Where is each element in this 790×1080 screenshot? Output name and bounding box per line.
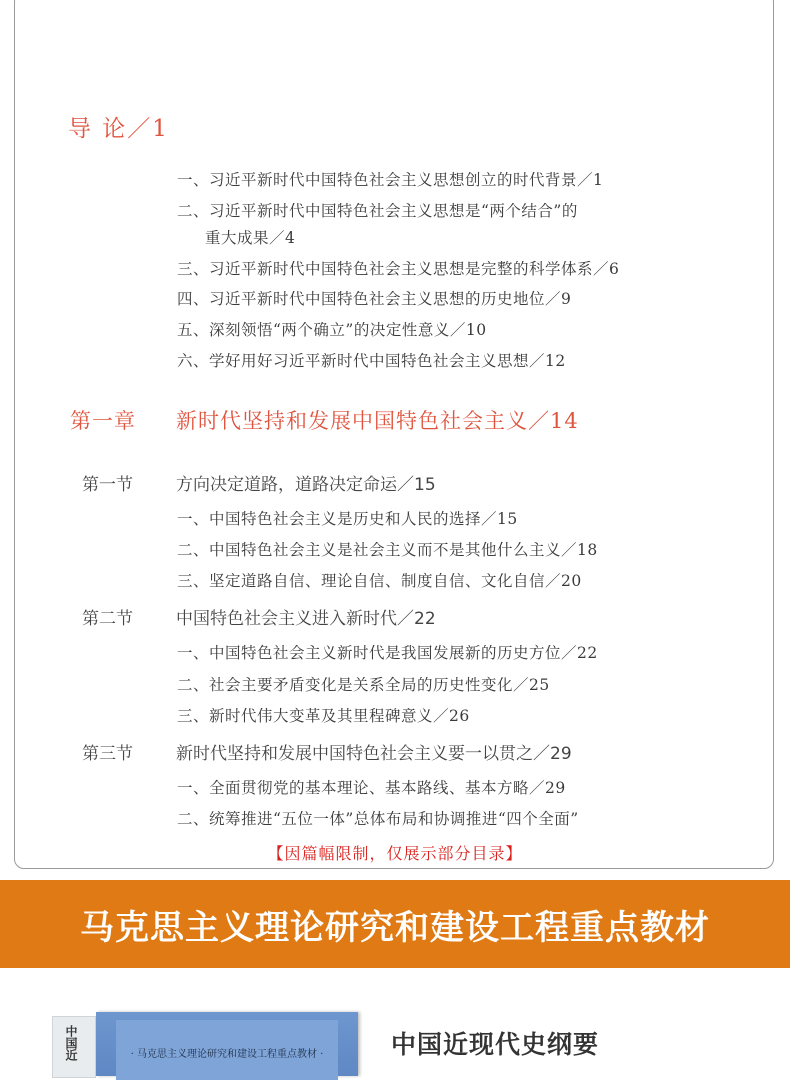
intro-heading: 导 论／1	[68, 116, 169, 142]
section-label: 第一节	[82, 475, 133, 495]
toc-item: 五、深刻领悟“两个确立”的决定性意义／10	[177, 321, 487, 339]
section-label: 第三节	[82, 744, 133, 764]
spine-title: 中国近	[64, 1025, 78, 1061]
section-title: 新时代坚持和发展中国特色社会主义要一以贯之／29	[176, 744, 572, 764]
toc-item: 二、习近平新时代中国特色社会主义思想是“两个结合”的	[177, 202, 578, 220]
toc-item: 三、坚定道路自信、理论自信、制度自信、文化自信／20	[177, 572, 582, 590]
section-title: 中国特色社会主义进入新时代／22	[176, 609, 436, 629]
chapter-label: 第一章	[70, 409, 136, 433]
toc-item: 二、中国特色社会主义是社会主义而不是其他什么主义／18	[177, 541, 598, 559]
toc-item: 三、新时代伟大变革及其里程碑意义／26	[177, 707, 470, 725]
toc-item: 一、习近平新时代中国特色社会主义思想创立的时代背景／1	[177, 171, 604, 189]
banner-title: 马克思主义理论研究和建设工程重点教材	[80, 907, 710, 948]
toc-item: 三、习近平新时代中国特色社会主义思想是完整的科学体系／6	[177, 260, 620, 278]
toc-item-continuation: 重大成果／4	[205, 229, 296, 247]
toc-item: 一、中国特色社会主义是历史和人民的选择／15	[177, 510, 518, 528]
book-title: 中国近现代史纲要	[391, 1030, 600, 1059]
cover-series-label: · 马克思主义理论研究和建设工程重点教材 ·	[130, 1049, 324, 1060]
series-banner	[0, 880, 790, 968]
toc-item: 四、习近平新时代中国特色社会主义思想的历史地位／9	[177, 290, 572, 308]
toc-item: 二、社会主要矛盾变化是关系全局的历史性变化／25	[177, 676, 550, 694]
truncation-note: 【因篇幅限制，仅展示部分目录】	[267, 844, 523, 863]
book-cover-image	[96, 1012, 358, 1076]
toc-item: 一、全面贯彻党的基本理论、基本路线、基本方略／29	[177, 779, 566, 797]
chapter-title: 新时代坚持和发展中国特色社会主义／14	[176, 409, 579, 433]
section-label: 第二节	[82, 609, 133, 629]
toc-item: 二、统筹推进“五位一体”总体布局和协调推进“四个全面”	[177, 810, 579, 828]
toc-item: 六、学好用好习近平新时代中国特色社会主义思想／12	[177, 352, 566, 370]
section-title: 方向决定道路，道路决定命运／15	[176, 475, 436, 495]
toc-item: 一、中国特色社会主义新时代是我国发展新的历史方位／22	[177, 644, 598, 662]
